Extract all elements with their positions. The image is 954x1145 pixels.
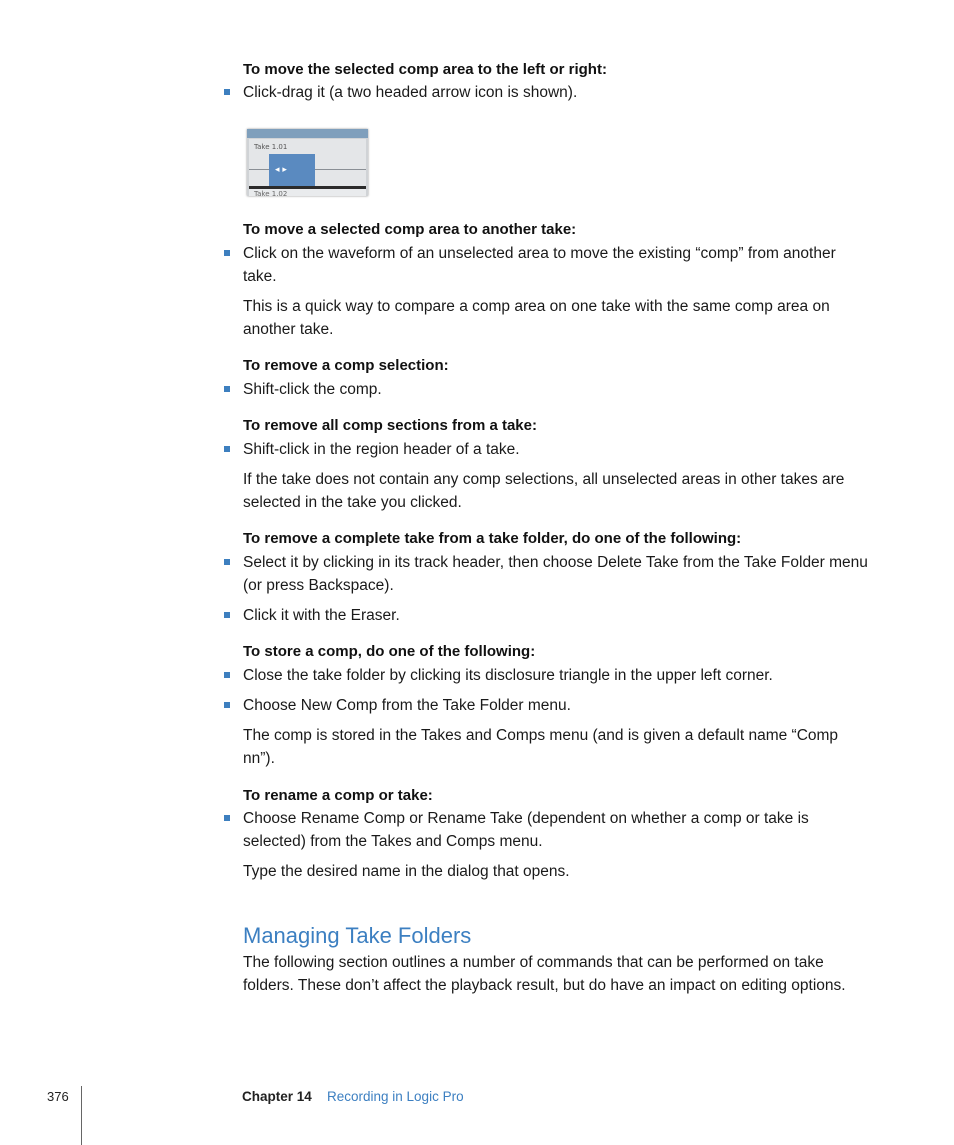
bullet-icon <box>224 250 230 256</box>
paragraph: The comp is stored in the Takes and Comps menu (and is given a default name “Comp nn”). <box>243 727 839 767</box>
section-intro: The following section outlines a number of commands that can be performed on take folders. These don’t affect the playback result, but do have an impact on editing options. <box>243 954 846 994</box>
heading-move-to-another-take: To move a selected comp area to another take: <box>243 221 577 238</box>
paragraph: This is a quick way to compare a comp area on one take with the same comp area on another take. <box>243 298 830 338</box>
list-item: Choose Rename Comp or Rename Take (dependent on whether a comp or take is selected) from the Takes and Comps menu. <box>243 810 809 850</box>
bullet-icon <box>224 672 230 678</box>
two-headed-arrow-icon: ◂ ▸ <box>275 165 287 175</box>
heading-remove-all-comp-sections: To remove all comp sections from a take: <box>243 417 537 434</box>
chapter-label: Chapter 14 <box>242 1089 312 1104</box>
heading-move-left-right: To move the selected comp area to the left or right: <box>243 61 607 78</box>
paragraph: Type the desired name in the dialog that opens. <box>243 863 570 880</box>
bullet-icon <box>224 89 230 95</box>
bullet-icon <box>224 446 230 452</box>
take-label: Take 1.02 <box>254 190 288 196</box>
list-item: Select it by clicking in its track header, then choose Delete Take from the Take Folder menu (or press Backspace). <box>243 554 868 594</box>
section-title: Managing Take Folders <box>243 923 472 948</box>
list-item: Shift-click the comp. <box>243 381 382 398</box>
bullet-icon <box>224 612 230 618</box>
chapter-title-link[interactable]: Recording in Logic Pro <box>327 1089 464 1104</box>
list-item: Click it with the Eraser. <box>243 607 400 624</box>
page-number: 376 <box>47 1089 69 1104</box>
footer-divider <box>81 1086 82 1145</box>
bullet-icon <box>224 386 230 392</box>
list-item: Close the take folder by clicking its disclosure triangle in the upper left corner. <box>243 667 773 684</box>
figure-header-bar <box>247 129 368 138</box>
take-label: Take 1.01 <box>254 143 288 151</box>
list-item: Choose New Comp from the Take Folder menu. <box>243 697 571 714</box>
bullet-icon <box>224 815 230 821</box>
heading-store-comp: To store a comp, do one of the following: <box>243 643 536 660</box>
heading-remove-comp-selection: To remove a comp selection: <box>243 357 449 374</box>
take-folder-screenshot <box>247 129 368 196</box>
list-item: Shift-click in the region header of a take. <box>243 441 520 458</box>
paragraph: If the take does not contain any comp selections, all unselected areas in other takes are selected in the take you clicked. <box>243 471 845 511</box>
bullet-icon <box>224 559 230 565</box>
list-item: Click-drag it (a two headed arrow icon is shown). <box>243 84 578 101</box>
list-item: Click on the waveform of an unselected area to move the existing “comp” from another take. <box>243 245 836 285</box>
heading-rename-comp-or-take: To rename a comp or take: <box>243 787 433 804</box>
heading-remove-complete-take: To remove a complete take from a take folder, do one of the following: <box>243 530 742 547</box>
bullet-icon <box>224 702 230 708</box>
